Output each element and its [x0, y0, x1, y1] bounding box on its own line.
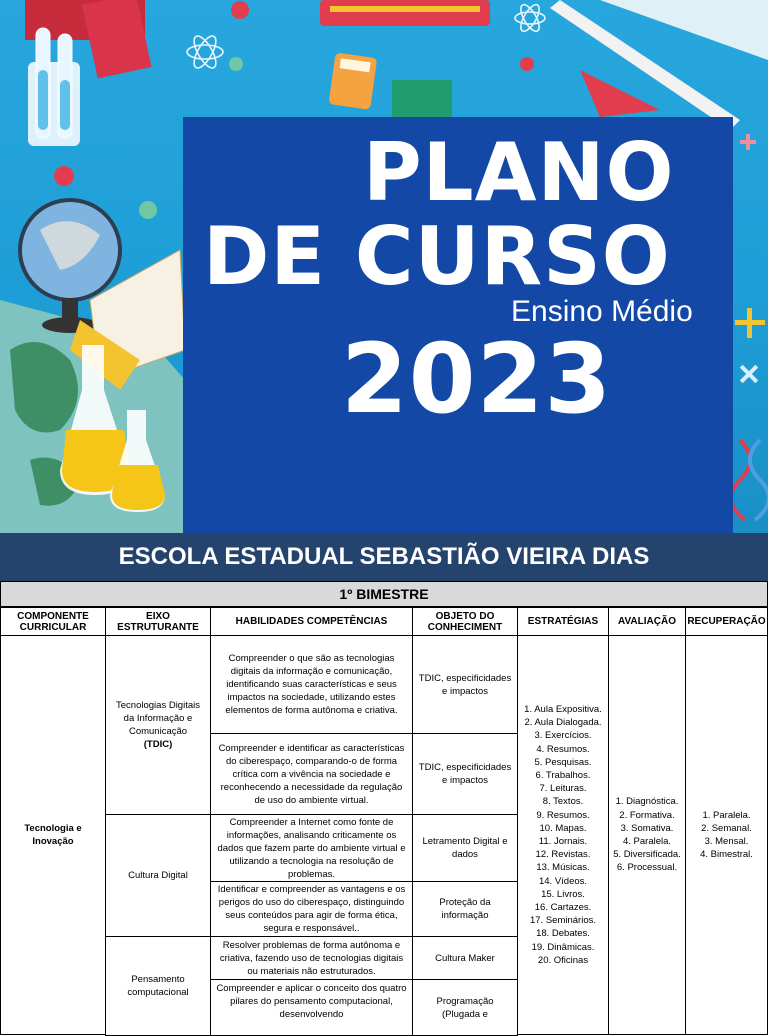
school-name-banner: ESCOLA ESTADUAL SEBASTIÃO VIEIRA DIAS [0, 533, 768, 581]
recuperacao-cell [685, 635, 768, 1035]
estrategia-item: 16. Cartazes. [534, 902, 592, 914]
title-line-1: PLANO [363, 126, 675, 219]
componente-cell: Tecnologia e Inovação [0, 635, 106, 1035]
eixo-tdic-cell [105, 635, 211, 815]
estrategia-item: 5. Pesquisas. [534, 756, 592, 768]
eixo-tdic-abbr: (TDIC) [143, 739, 173, 750]
avaliacao-item: 5. Diversificada. [613, 849, 681, 861]
eixo-tdic-label: Tecnologias Digitais da Informação e Comunicação [116, 700, 200, 737]
avaliacao-item: 6. Processual. [616, 862, 678, 874]
header-componente: COMPONENTE CURRICULAR [0, 607, 106, 636]
estrategia-item: 6. Trabalhos. [535, 769, 591, 781]
estrategia-item: 4. Resumos. [536, 743, 590, 755]
header-habilidades: HABILIDADES COMPETÊNCIAS [210, 607, 413, 636]
objeto-4: Proteção da informação [412, 881, 518, 937]
habilidade-4: Identificar e compreender as vantagens e os perigos do uso do ciberespaço, distinguindo seus conteúdos para agir de forma ética, segura e responsável.. [210, 881, 413, 937]
estrategia-item: 2. Aula Dialogada. [524, 717, 602, 729]
estrategia-item: 12. Revistas. [535, 849, 591, 861]
avaliacao-item: 1. Diagnóstica. [615, 796, 679, 808]
title-line-2: DE CURSO [203, 210, 671, 303]
estrategia-item: 17. Seminários. [529, 915, 596, 927]
habilidade-6: Compreender e aplicar o conceito dos quatro pilares do pensamento computacional, desenvolvendo [210, 979, 413, 1036]
estrategia-item: 15. Livros. [541, 888, 585, 900]
estrategia-item: 9. Resumos. [536, 809, 590, 821]
habilidade-3: Compreender a Internet como fonte de informações, analisando criticamente os dados que fazem parte do ambiente virtual e utilizando a tecnologia na resolução de problemas. [210, 814, 413, 882]
estrategia-item: 8. Textos. [542, 796, 584, 808]
estrategia-item: 3. Exercícios. [534, 730, 592, 742]
habilidade-1: Compreender o que são as tecnologias digitais da informação e comunicação, identificando suas características e seus impactos na sociedade, utilizando estes elementos de forma autônoma e criativa. [210, 635, 413, 734]
recuperacao-item: 1. Paralela. [702, 809, 751, 821]
avaliacao-item: 3. Somativa. [620, 822, 674, 834]
estrategia-item: 10. Mapas. [539, 822, 587, 834]
header-objeto: OBJETO DO CONHECIMENT [412, 607, 518, 636]
habilidade-5: Resolver problemas de forma autônoma e criativa, fazendo uso de tecnologias digitais ou materiais não estruturados. [210, 936, 413, 980]
estrategia-item: 11. Jornais. [538, 836, 588, 847]
objeto-2: TDIC, especificidades e impactos [412, 733, 518, 815]
estrategia-item: 19. Dinâmicas. [531, 941, 595, 953]
header-avaliacao: AVALIAÇÃO [608, 607, 686, 636]
eixo-pensamento-cell: Pensamento computacional [105, 936, 211, 1036]
habilidade-2: Compreender e identificar as características do ciberespaço, comparando-o de forma crítica com a vivência na sociedade e reconhecendo a necessidade da regulação de uso do ambiente virtual. [210, 733, 413, 815]
estrategia-item: 20. Oficinas [537, 954, 589, 966]
header-estrategias: ESTRATÉGIAS [517, 607, 609, 636]
recuperacao-item: 2. Semanal. [701, 822, 752, 834]
avaliacao-cell [608, 635, 686, 1035]
estrategia-item: 18. Debates. [536, 928, 590, 940]
header-recuperacao: RECUPERAÇÃO [685, 607, 768, 636]
objeto-6: Programação (Plugada e [412, 979, 518, 1036]
bimester-title: 1º BIMESTRE [0, 581, 768, 607]
avaliacao-item: 2. Formativa. [619, 809, 675, 821]
recuperacao-item: 4. Bimestral. [700, 849, 753, 861]
estrategia-item: 13. Músicas. [536, 862, 590, 874]
objeto-5: Cultura Maker [412, 936, 518, 980]
avaliacao-item: 4. Paralela. [622, 836, 672, 847]
objeto-3: Letramento Digital e dados [412, 814, 518, 882]
estrategia-item: 7. Leituras. [539, 783, 587, 795]
eixo-cultura-cell: Cultura Digital [105, 814, 211, 937]
estrategias-cell [517, 635, 609, 1035]
title-card [183, 117, 733, 533]
recuperacao-item: 3. Mensal. [704, 836, 749, 847]
estrategia-item: 14. Vídeos. [538, 875, 588, 887]
year: 2023 [341, 323, 613, 435]
subtitle: Ensino Médio [511, 295, 693, 328]
estrategia-item: 1. Aula Expositiva. [524, 703, 602, 715]
objeto-1: TDIC, especificidades e impactos [412, 635, 518, 734]
header-eixo: EIXO ESTRUTURANTE [105, 607, 211, 636]
